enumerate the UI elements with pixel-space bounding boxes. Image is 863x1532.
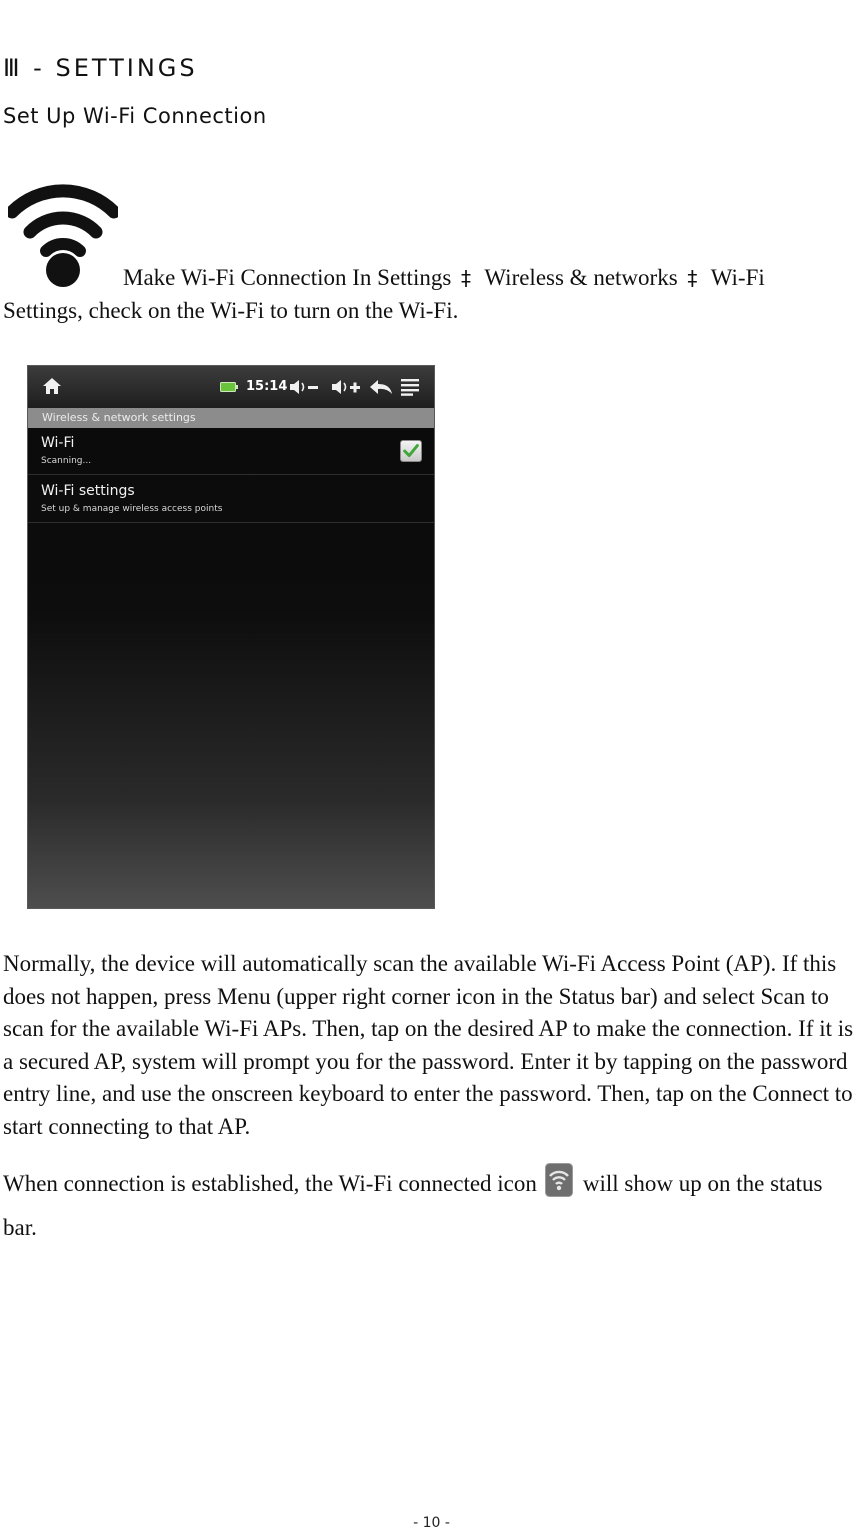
wifi-settings-title: Wi-Fi settings bbox=[41, 483, 135, 499]
menu-icon[interactable] bbox=[400, 378, 420, 396]
device-screenshot bbox=[27, 365, 435, 909]
separator-glyph: ‡ bbox=[461, 266, 472, 290]
intro-text-line2: Settings, check on the Wi-Fi to turn on the Wi-Fi. bbox=[3, 298, 459, 323]
wifi-checkbox[interactable] bbox=[400, 440, 422, 462]
volume-up-icon[interactable] bbox=[330, 377, 362, 397]
instructions-paragraph: Normally, the device will automatically scan the available Wi-Fi Access Point (AP). If this does not happen, press Menu (upper right corner icon in the Status bar) and select Scan to scan for the available Wi-Fi APs. Then, tap on the desired AP to make the connection. If it is a secured AP, system will prompt you for the password. Enter it by tapping on the password entry line, and use the onscreen keyboard to enter the password. Then, tap on the Connect to start connecting to that AP. bbox=[3, 951, 854, 1139]
subsection-heading: Set Up Wi-Fi Connection bbox=[3, 104, 267, 128]
wifi-connected-icon bbox=[545, 1163, 573, 1197]
battery-icon bbox=[220, 382, 238, 392]
connected-note-before: When connection is established, the Wi-Fi connected icon bbox=[3, 1171, 537, 1196]
connected-note-after: will show up on the status bar. bbox=[3, 1171, 823, 1240]
separator-glyph: ‡ bbox=[687, 266, 698, 290]
wifi-row-title: Wi-Fi bbox=[41, 435, 75, 451]
wifi-row-status: Scanning... bbox=[41, 456, 92, 466]
volume-down-icon[interactable] bbox=[288, 377, 320, 397]
intro-text-part1: Make Wi-Fi Connection In Settings bbox=[123, 265, 452, 290]
wifi-toggle-row[interactable] bbox=[28, 428, 434, 475]
status-time: 15:14 bbox=[246, 379, 288, 394]
intro-text-part3: Wi-Fi bbox=[710, 265, 765, 290]
connected-note bbox=[3, 1162, 861, 1250]
section-heading: Ⅲ - SETTINGS bbox=[3, 54, 198, 82]
home-icon[interactable] bbox=[42, 376, 62, 396]
settings-section-header: Wireless & network settings bbox=[28, 408, 434, 428]
back-icon[interactable] bbox=[368, 377, 394, 397]
intro-text-line1 bbox=[123, 265, 765, 291]
checkmark-icon bbox=[401, 441, 421, 461]
intro-text-part2: Wireless & networks bbox=[484, 265, 678, 290]
status-bar bbox=[28, 366, 434, 408]
wifi-settings-subtitle: Set up & manage wireless access points bbox=[41, 504, 223, 514]
wifi-settings-row[interactable] bbox=[28, 476, 434, 523]
page-number: - 10 - bbox=[413, 1515, 450, 1531]
wifi-icon bbox=[8, 166, 118, 288]
